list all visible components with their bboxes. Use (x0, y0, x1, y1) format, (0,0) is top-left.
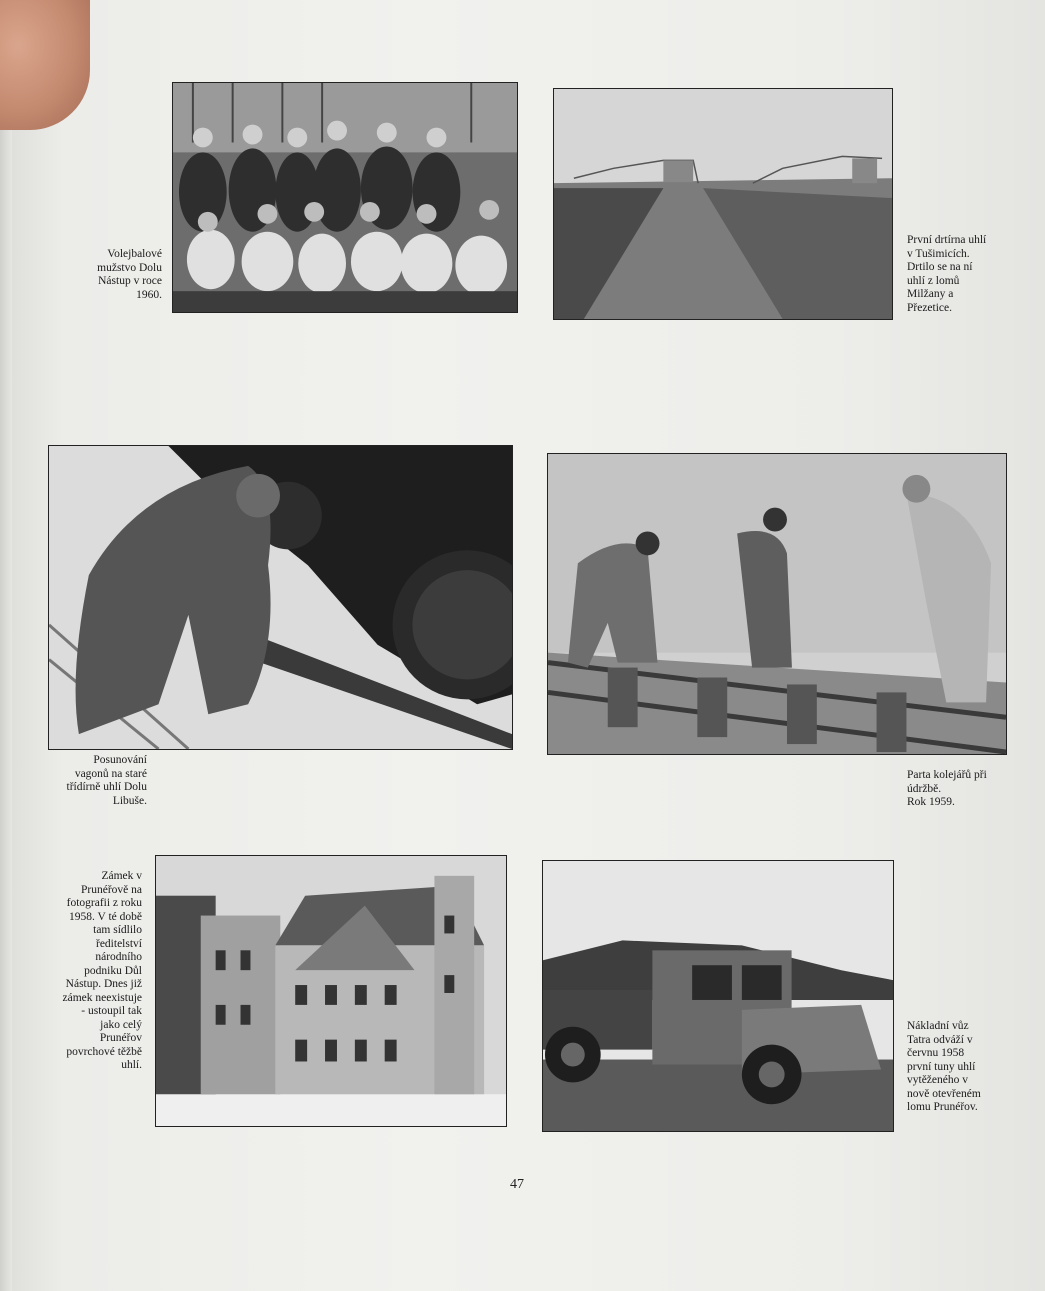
caption-crusher: První drtírna uhlí v Tušimicích. Drtilo se na ní uhlí z lomů Milžany a Přezetice. (907, 234, 987, 314)
caption-wagons: Posunování vagonů na staré třídírně uhlí Dolu Libuše. (66, 754, 147, 807)
photo-volleyball-team (172, 82, 518, 313)
caption-volleyball: Volejbalové mužstvo Dolu Nástup v roce 1960. (97, 248, 162, 301)
photo-track-crew (547, 453, 1007, 755)
photo-tatra-truck (542, 860, 894, 1132)
caption-track-crew: Parta kolejářů při údržbě. Rok 1959. (907, 769, 987, 808)
caption-truck: Nákladní vůz Tatra odváží v červnu 1958 první tuny uhlí vytěženého v nově otevřeném lomu Prunéřov. (907, 1020, 981, 1113)
thumb (0, 0, 90, 130)
photo-coal-crusher (553, 88, 893, 320)
page-edge (0, 120, 12, 1291)
photo-castle-pruneřov (155, 855, 507, 1127)
page-number: 47 (510, 1177, 524, 1192)
photo-shunting-wagons (48, 445, 513, 750)
caption-castle: Zámek v Prunéřově na fotografii z roku 1958. V té době tam sídlilo ředitelství národního podniku Důl Nástup. Dnes již zámek neexistuje - ustoupil tak jako celý Prunéřov povrchové těžbě uhlí. (62, 870, 142, 1071)
